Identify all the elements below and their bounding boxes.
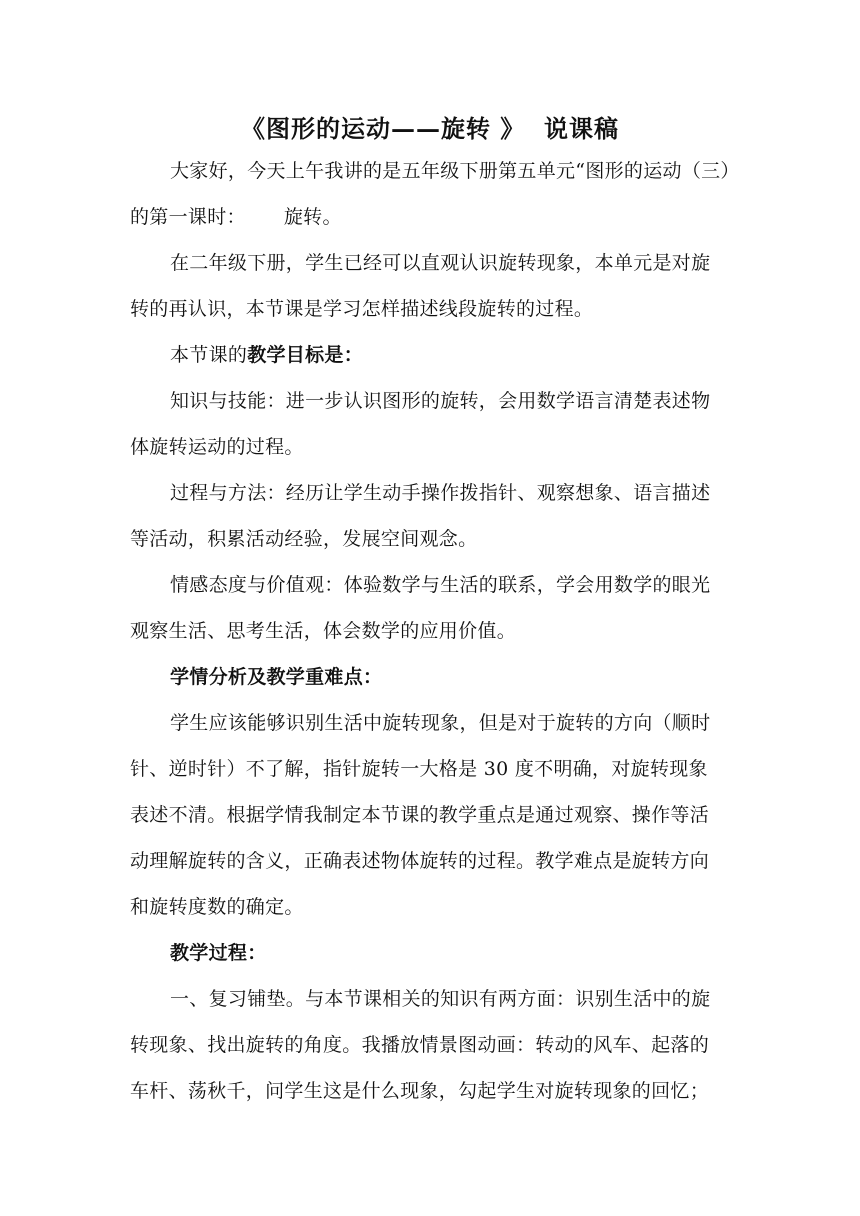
- paragraph-line: 动理解旋转的含义，正确表述物体旋转的过程。教学难点是旋转方向: [130, 850, 710, 872]
- paragraph-line: 大家好，今天上午我讲的是五年级下册第五单元“图形的运动（三）: [170, 160, 740, 182]
- paragraph-line: 针、逆时针）不了解，指针旋转一大格是 30 度不明确，对旋转现象: [130, 758, 708, 780]
- paragraph-line: 和旋转度数的确定。: [130, 896, 304, 918]
- paragraph-line: 表述不清。根据学情我制定本节课的教学重点是通过观察、操作等活: [130, 804, 710, 826]
- section-heading: 学情分析及教学重难点：: [170, 666, 383, 688]
- paragraph-line: 体旋转运动的过程。: [130, 436, 304, 458]
- paragraph-line: 知识与技能：进一步认识图形的旋转，会用数学语言清楚表述物: [170, 390, 711, 412]
- paragraph-line: 在二年级下册，学生已经可以直观认识旋转现象，本单元是对旋: [170, 252, 711, 274]
- section-heading: 教学过程：: [170, 942, 267, 964]
- teaching-goals-line: [170, 341, 740, 369]
- paragraph-line: 一、复习铺垫。与本节课相关的知识有两方面：识别生活中的旋: [170, 988, 711, 1010]
- paragraph-line: 观察生活、思考生活，体会数学的应用价值。: [130, 620, 517, 642]
- paragraph-line: 转的再认识，本节课是学习怎样描述线段旋转的过程。: [130, 298, 594, 320]
- paragraph-line: 车杆、荡秋千，问学生这是什么现象，勾起学生对旋转现象的回忆；: [130, 1080, 710, 1102]
- paragraph-line: 过程与方法：经历让学生动手操作拨指针、观察想象、语言描述: [170, 482, 711, 504]
- paragraph-line: 的第一课时： 旋转。: [130, 206, 342, 228]
- paragraph-line: 学生应该能够识别生活中旋转现象，但是对于旋转的方向（顺时: [170, 712, 711, 734]
- paragraph-line: 等活动，积累活动经验，发展空间观念。: [130, 528, 478, 550]
- teaching-goals-prefix: 本节课的: [170, 344, 248, 366]
- paragraph-line: 情感态度与价值观：体验数学与生活的联系，学会用数学的眼光: [170, 574, 711, 596]
- teaching-goals-heading: 教学目标是：: [247, 344, 364, 366]
- document-title: 《图形的运动——旋转 》 说课稿: [240, 114, 620, 143]
- paragraph-line: 转现象、找出旋转的角度。我播放情景图动画：转动的风车、起落的: [130, 1034, 710, 1056]
